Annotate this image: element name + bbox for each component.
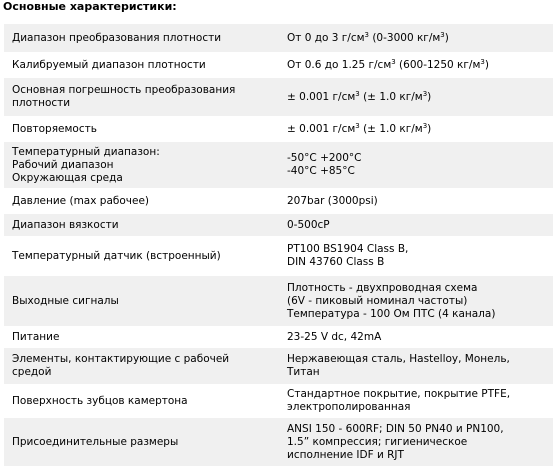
- spec-row: [4, 188, 553, 214]
- spec-value-line: [287, 366, 553, 379]
- spec-label-line: средой: [12, 366, 52, 378]
- spec-label-line: Выходные сигналы: [12, 294, 119, 307]
- spec-value-text: 23-25 V dc, 42mA: [287, 330, 382, 343]
- spec-value: [279, 188, 553, 214]
- spec-value-line: [287, 152, 553, 165]
- spec-value-line: [287, 353, 553, 366]
- spec-value: [279, 348, 553, 384]
- spec-label-line: Рабочий диапазон: [12, 158, 114, 171]
- superscript-exponent: 3: [364, 30, 369, 39]
- spec-value: [279, 326, 553, 348]
- spec-label-line: Присоединительные размеры: [12, 435, 179, 448]
- spec-value-line: [287, 256, 553, 269]
- spec-value-text: 0-500cP: [287, 218, 330, 231]
- spec-label-line: Питание: [12, 330, 60, 343]
- spec-label: [4, 214, 279, 236]
- spec-label: [4, 236, 279, 276]
- spec-label-line: Окружающая среда: [12, 171, 123, 184]
- spec-label-line: плотности: [12, 97, 71, 109]
- spec-row: [4, 348, 553, 384]
- spec-value: [279, 52, 553, 78]
- spec-value: [279, 116, 553, 142]
- spec-row: [4, 326, 553, 348]
- spec-row: [4, 78, 553, 116]
- spec-value: [279, 214, 553, 236]
- spec-value-text: ± 0.001 г/см: [287, 90, 356, 103]
- spec-row: [4, 52, 553, 78]
- spec-value-text: 207bar (3000psi): [287, 194, 378, 207]
- spec-label: [4, 116, 279, 142]
- spec-label: [4, 348, 279, 384]
- specifications-table: [4, 24, 553, 466]
- spec-value-text: От 0.6 до 1.25 г/см: [287, 58, 392, 71]
- spec-value-line: [287, 91, 553, 104]
- spec-value: [279, 384, 553, 418]
- spec-label: [4, 24, 279, 52]
- spec-row: [4, 384, 553, 418]
- spec-value-text: ): [484, 58, 489, 71]
- superscript-exponent: 3: [391, 57, 396, 66]
- spec-value-text: ): [427, 90, 432, 103]
- superscript-exponent: 3: [355, 89, 360, 98]
- spec-value-line: [287, 308, 553, 321]
- spec-value-text: Нержавеющая сталь, Hastelloy, Монель,: [287, 353, 510, 365]
- superscript-exponent: 3: [422, 121, 428, 130]
- spec-value-text: Титан: [287, 366, 320, 378]
- spec-value-text: (6V - пиковый номинал частоты): [287, 294, 468, 307]
- spec-value: [279, 236, 553, 276]
- spec-label-line: Повторяемость: [12, 122, 97, 135]
- spec-label: [4, 276, 279, 326]
- spec-label-line: Давление (max рабочее): [12, 194, 150, 207]
- spec-label: [4, 384, 279, 418]
- spec-value-line: [287, 401, 553, 414]
- spec-value-line: [287, 331, 553, 344]
- spec-label-line: Поверхность зубцов камертона: [12, 394, 188, 407]
- spec-row: [4, 24, 553, 52]
- spec-value-text: -40°C +85°C: [287, 165, 355, 177]
- spec-label-line: Основная погрешность преобразования: [12, 84, 236, 96]
- spec-value-text: (± 1.0 кг/м: [359, 90, 423, 103]
- spec-value-text: исполнение IDF и RJT: [287, 448, 404, 461]
- spec-value-text: 1.5” компрессия; гигиеническое: [287, 435, 468, 448]
- spec-label: [4, 52, 279, 78]
- spec-value-line: [287, 423, 553, 436]
- spec-value-text: -50°C +200°C: [287, 152, 362, 164]
- spec-label-line: Температурный датчик (встроенный): [12, 249, 221, 262]
- spec-value-text: DIN 43760 Class B: [287, 256, 385, 268]
- superscript-exponent: 3: [355, 121, 360, 130]
- spec-value-text: ): [427, 122, 432, 135]
- spec-label: [4, 418, 279, 466]
- spec-value-text: Плотность - двухпроводная схема: [287, 281, 478, 294]
- spec-row: [4, 142, 553, 188]
- spec-value-line: [287, 282, 553, 295]
- spec-value-text: Температура - 100 Ом ПТС (4 канала): [287, 307, 496, 320]
- spec-label: [4, 142, 279, 188]
- spec-row: [4, 418, 553, 466]
- spec-value-text: Стандартное покрытие, покрытие PTFE,: [287, 388, 511, 400]
- spec-row: [4, 214, 553, 236]
- spec-label-line: Калибруемый диапазон плотности: [12, 58, 206, 71]
- spec-value-text: (600-1250 кг/м: [395, 58, 481, 71]
- spec-value-line: [287, 388, 553, 401]
- spec-label-line: Элементы, контактирующие с рабочей: [12, 353, 230, 365]
- spec-row: [4, 236, 553, 276]
- spec-value-text: От 0 до 3 г/см: [287, 31, 365, 44]
- spec-value-text: (0-3000 кг/м: [369, 31, 441, 44]
- spec-value-line: [287, 295, 553, 308]
- spec-label: [4, 188, 279, 214]
- spec-value-line: [287, 59, 553, 72]
- spec-value-line: [287, 449, 553, 462]
- spec-value: [279, 142, 553, 188]
- spec-row: [4, 116, 553, 142]
- superscript-exponent: 3: [480, 57, 485, 66]
- spec-label-line: Диапазон вязкости: [12, 218, 119, 231]
- spec-value-line: [287, 219, 553, 232]
- spec-value-text: электрополированная: [287, 401, 411, 413]
- spec-value-line: [287, 165, 553, 178]
- spec-value-text: (± 1.0 кг/м: [359, 122, 423, 135]
- section-title: Основные характеристики:: [3, 0, 177, 13]
- spec-value-line: [287, 195, 553, 208]
- spec-label-line: Диапазон преобразования плотности: [12, 31, 222, 44]
- spec-row: [4, 276, 553, 326]
- spec-value-text: ): [444, 31, 449, 44]
- spec-label-line: Температурный диапазон:: [12, 145, 160, 158]
- superscript-exponent: 3: [440, 30, 445, 39]
- spec-value: [279, 418, 553, 466]
- spec-value-text: ANSI 150 - 600RF; DIN 50 PN40 и PN100,: [287, 422, 504, 435]
- superscript-exponent: 3: [422, 89, 428, 98]
- spec-label: [4, 326, 279, 348]
- spec-value-text: PT100 BS1904 Class B,: [287, 243, 409, 255]
- spec-label: [4, 78, 279, 116]
- spec-value-text: ± 0.001 г/см: [287, 122, 356, 135]
- spec-value-line: [287, 243, 553, 256]
- spec-value-line: [287, 436, 553, 449]
- spec-value: [279, 78, 553, 116]
- spec-value-line: [287, 32, 553, 45]
- spec-value: [279, 24, 553, 52]
- spec-value-line: [287, 123, 553, 136]
- spec-value: [279, 276, 553, 326]
